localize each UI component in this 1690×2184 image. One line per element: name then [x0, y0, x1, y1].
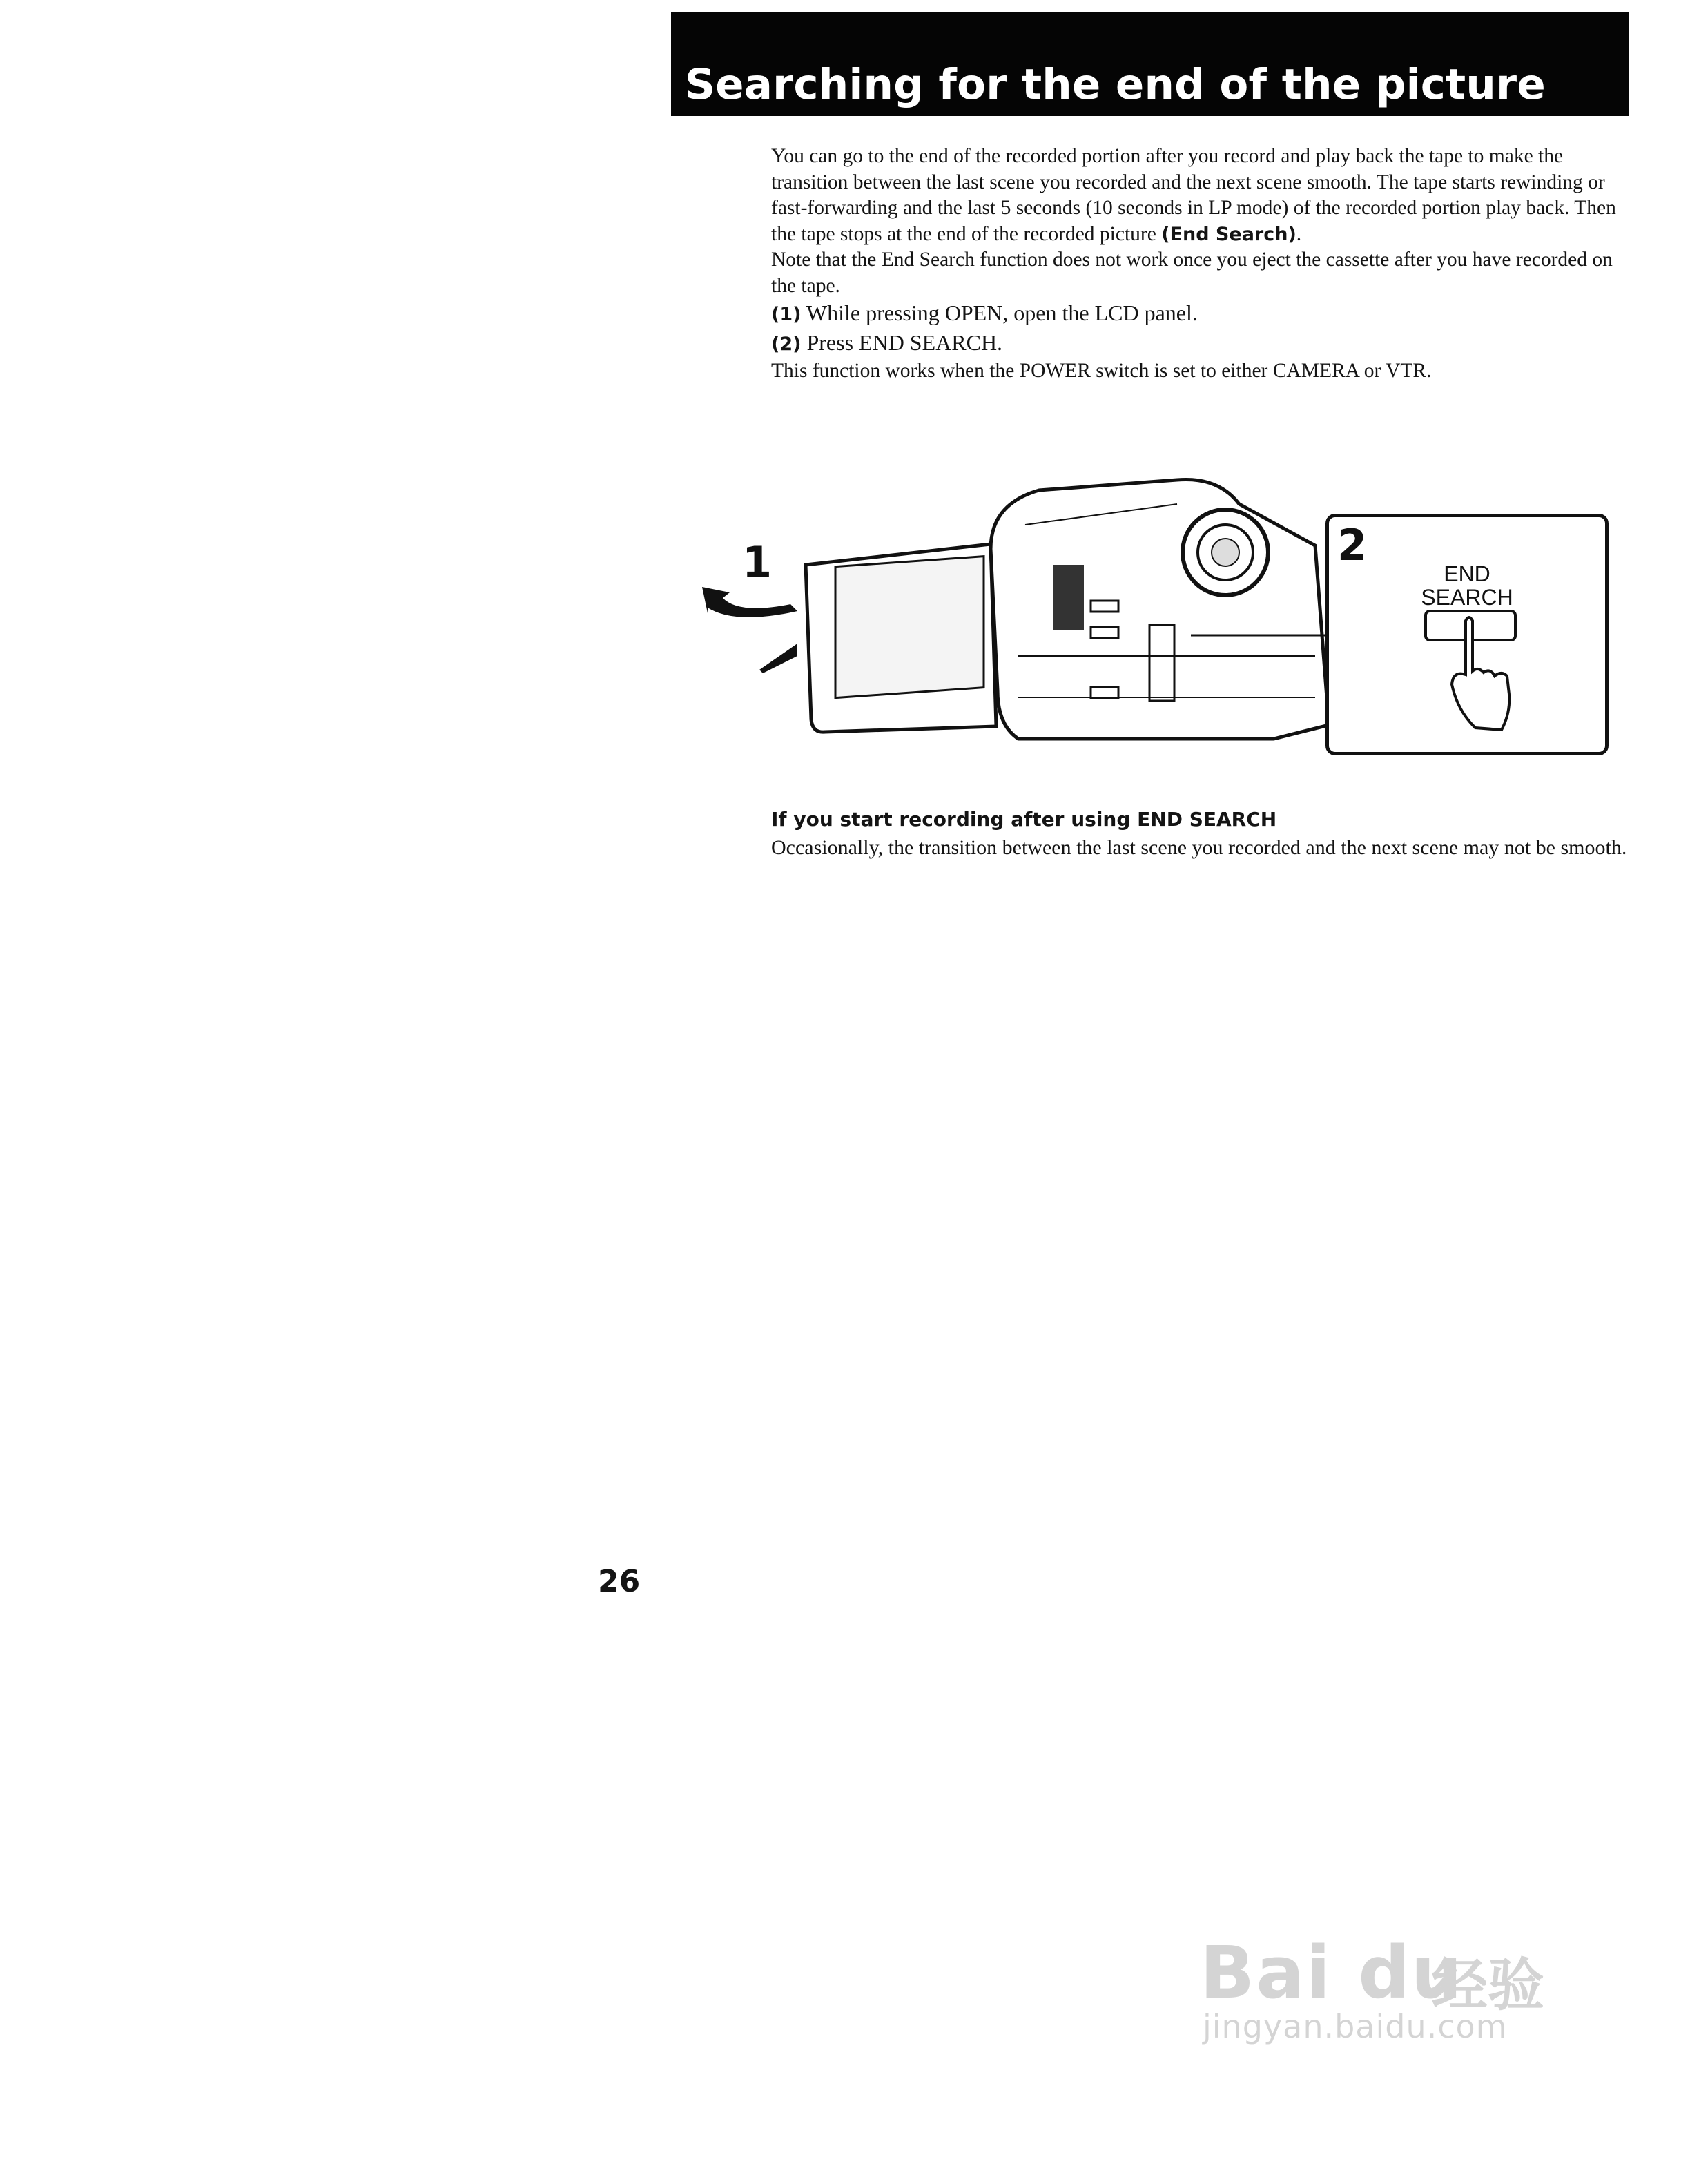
eject-note: Note that the End Search function does not work once you eject the cassette after you have recorded on the tape. — [771, 249, 1613, 297]
tip-heading: If you start recording after using END SEARCH — [771, 808, 1277, 831]
step-2-label: 2 — [1337, 520, 1368, 570]
step-2-panel — [1325, 514, 1609, 755]
tip-text: Occasionally, the transition between the last scene you recorded and the next scene may not be smooth. — [771, 836, 1627, 859]
camcorder-drawing — [694, 463, 1336, 760]
end-search-label-line1: END — [1444, 561, 1490, 586]
step-text: While pressing OPEN, open the LCD panel. — [801, 300, 1198, 325]
intro-text-end: . — [1296, 222, 1302, 245]
instructions-body — [771, 144, 1627, 385]
baidu-watermark — [1200, 1931, 1614, 2045]
step-number: (2) — [771, 334, 802, 355]
step-1-label: 1 — [742, 537, 773, 588]
page-title: Searching for the end of the picture — [685, 60, 1546, 109]
step-number: (1) — [771, 304, 802, 325]
end-search-button[interactable] — [1398, 607, 1536, 752]
watermark-url: jingyan.baidu.com — [1203, 2008, 1508, 2045]
end-search-term: (End Search) — [1161, 223, 1296, 245]
section-title-bar — [671, 12, 1629, 116]
page-number: 26 — [598, 1564, 641, 1599]
open-arrow-icon — [702, 587, 797, 617]
step-text: Press END SEARCH. — [801, 330, 1003, 355]
watermark-brand: Bai du — [1200, 1931, 1464, 2015]
power-switch-note: This function works when the POWER switch is set to either CAMERA or VTR. — [771, 360, 1432, 382]
end-search-label-line2: SEARCH — [1421, 585, 1513, 610]
lcd-screen — [835, 557, 984, 698]
intro-text: You can go to the end of the recorded portion after you record and play back the tape to make the transition between the last scene you recorded and the next scene smooth. The tape starts rewinding or fast-forwarding and the last 5 seconds (10 seconds in LP mode) of the recorded portion play back. Then the tape stops at the end of the recorded picture — [771, 145, 1616, 245]
step-1 — [771, 299, 1627, 329]
step-2 — [771, 329, 1627, 358]
camcorder-illustration — [694, 463, 1622, 760]
watermark-chinese: 经验 — [1431, 1953, 1545, 2018]
intro-paragraph — [771, 144, 1627, 247]
